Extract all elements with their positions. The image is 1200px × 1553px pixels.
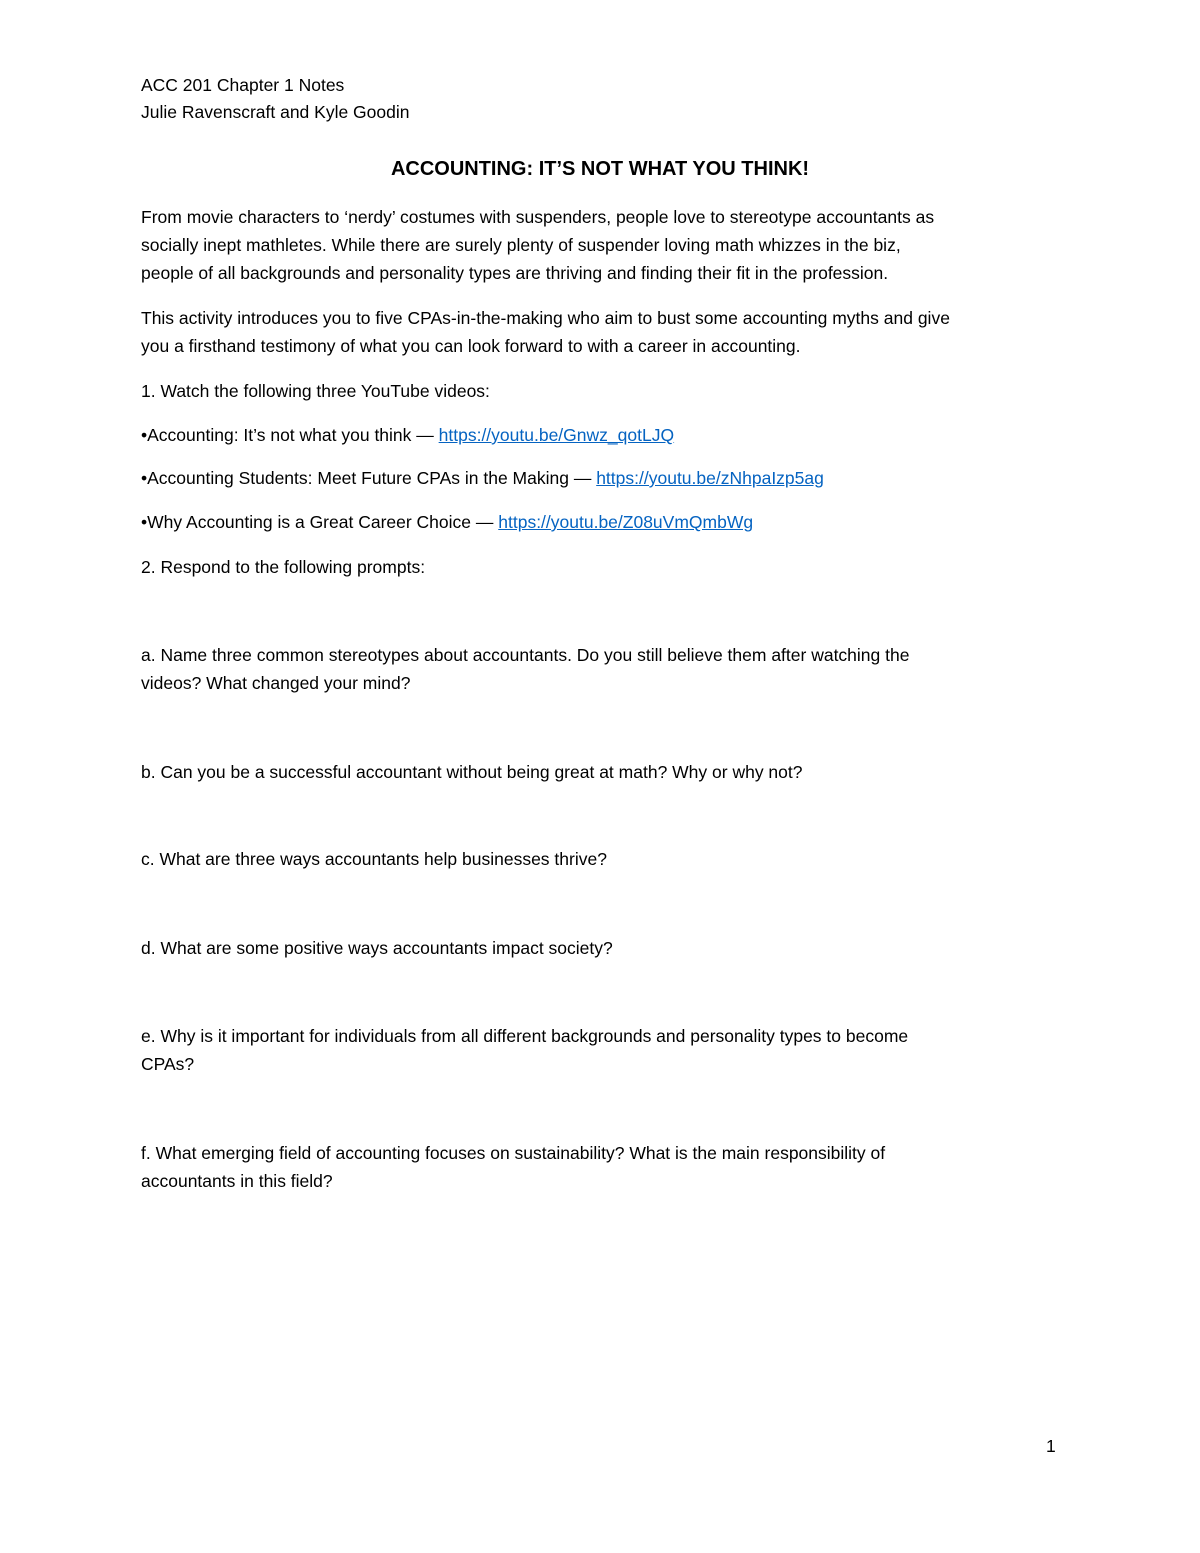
video-item bbox=[141, 464, 824, 492]
video-item bbox=[141, 508, 753, 536]
prompt-line: c. What are three ways accountants help businesses thrive? bbox=[141, 849, 607, 869]
prompt-line: b. Can you be a successful accountant without being great at math? Why or why not? bbox=[141, 762, 803, 782]
video-link[interactable]: https://youtu.be/Gnwz_qotLJQ bbox=[438, 425, 675, 445]
prompt-line: e. Why is it important for individuals from all different backgrounds and personality types to become bbox=[141, 1026, 909, 1046]
video-label: •Why Accounting is a Great Career Choice — bbox=[141, 512, 499, 532]
paragraph-line: people of all backgrounds and personality types are thriving and finding their fit in the profession. bbox=[141, 263, 889, 283]
page-number: 1 bbox=[1046, 1436, 1056, 1456]
page-title: ACCOUNTING: IT’S NOT WHAT YOU THINK! bbox=[390, 158, 810, 180]
video-link[interactable]: https://youtu.be/zNhpaIzp5ag bbox=[596, 468, 824, 488]
video-item bbox=[141, 421, 674, 449]
prompt-line: videos? What changed your mind? bbox=[141, 673, 411, 693]
prompt-line: d. What are some positive ways accountants impact society? bbox=[141, 938, 613, 958]
paragraph-line: From movie characters to ‘nerdy’ costumes with suspenders, people love to stereotype accountants as bbox=[141, 207, 935, 227]
paragraph-line: This activity introduces you to five CPAs-in-the-making who aim to bust some accounting myths and give bbox=[141, 308, 950, 328]
step-2-instruction: 2. Respond to the following prompts: bbox=[141, 557, 426, 577]
prompt-line: a. Name three common stereotypes about accountants. Do you still believe them after watching the bbox=[141, 645, 910, 665]
paragraph-line: you a firsthand testimony of what you can look forward to with a career in accounting. bbox=[141, 336, 801, 356]
authors-header: Julie Ravenscraft and Kyle Goodin bbox=[141, 102, 410, 122]
video-link[interactable]: https://youtu.be/Z08uVmQmbWg bbox=[498, 512, 754, 532]
paragraph-line: socially inept mathletes. While there are surely plenty of suspender loving math whizzes in the biz, bbox=[141, 235, 901, 255]
video-label: •Accounting: It’s not what you think — bbox=[141, 425, 439, 445]
prompt-line: accountants in this field? bbox=[141, 1171, 333, 1191]
step-1-instruction: 1. Watch the following three YouTube videos: bbox=[141, 381, 490, 401]
video-label: •Accounting Students: Meet Future CPAs in the Making — bbox=[141, 468, 597, 488]
course-header: ACC 201 Chapter 1 Notes bbox=[141, 75, 345, 95]
prompt-line: f. What emerging field of accounting focuses on sustainability? What is the main responsibility of bbox=[141, 1143, 886, 1163]
prompt-line: CPAs? bbox=[141, 1054, 195, 1074]
